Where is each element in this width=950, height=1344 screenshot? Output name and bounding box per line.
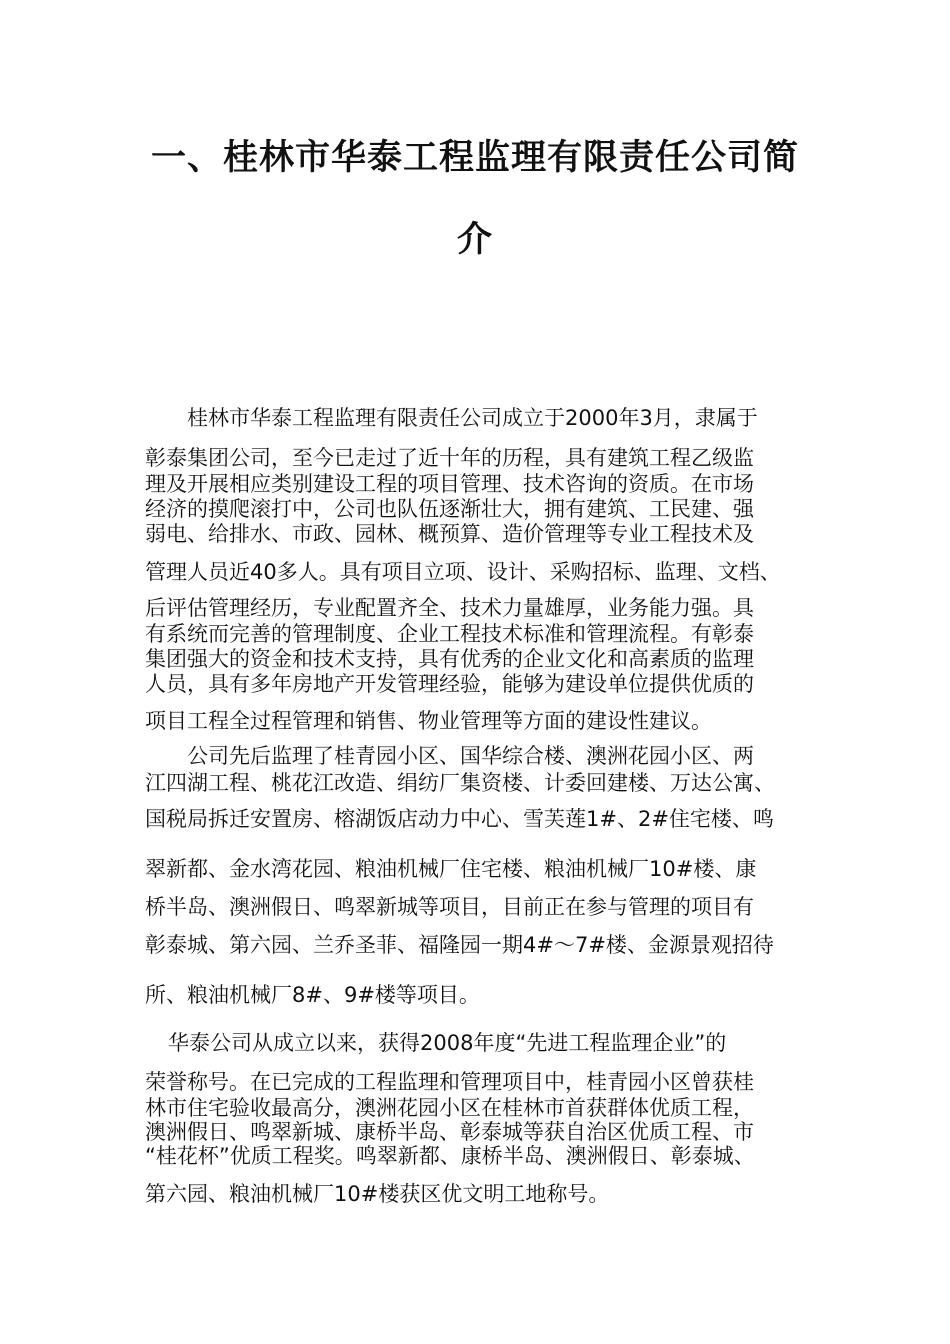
paragraph-1-line: 彰泰集团公司，至今已走过了近十年的历程，具有建筑工程乙级监 xyxy=(145,446,754,470)
paragraph-1-line: 桂林市华泰工程监理有限责任公司成立于2000年3月，隶属于 xyxy=(187,406,758,430)
paragraph-1-line: 项目工程全过程管理和销售、物业管理等方面的建设性建议。 xyxy=(145,709,712,733)
paragraph-1-line: 经济的摸爬滚打中，公司也队伍逐渐壮大，拥有建筑、工民建、强 xyxy=(145,497,754,521)
paragraph-2-line: 江四湖工程、桃花江改造、绢纺厂集资楼、计委回建楼、万达公寓、 xyxy=(145,771,775,795)
paragraph-2-line: 彰泰城、第六园、兰乔圣菲、福隆园一期4#～7#楼、金源景观招待 xyxy=(145,933,774,957)
paragraph-3-line: “桂花杯”优质工程奖。鸣翠新都、康桥半岛、澳洲假日、彰泰城、 xyxy=(145,1144,755,1168)
paragraph-1-line: 人员，具有多年房地产开发管理经验，能够为建设单位提供优质的 xyxy=(145,672,754,696)
paragraph-1-line: 理及开展相应类别建设工程的项目管理、技术咨询的资质。在市场 xyxy=(145,472,754,496)
paragraph-2-line: 桥半岛、澳洲假日、鸣翠新城等项目，目前正在参与管理的项目有 xyxy=(145,895,754,919)
paragraph-2-line: 所、粮油机械厂8#、9#楼等项目。 xyxy=(145,983,480,1007)
paragraph-1-line: 后评估管理经历，专业配置齐全、技术力量雄厚，业务能力强。具 xyxy=(145,596,754,620)
paragraph-3-line: 华泰公司从成立以来，获得2008年度“先进工程监理企业”的 xyxy=(168,1031,727,1055)
document-title-line-1: 一、桂林市华泰工程监理有限责任公司简 xyxy=(150,138,799,178)
paragraph-2-line: 国税局拆迁安置房、榕湖饭店动力中心、雪芙莲1#、2#住宅楼、鸣 xyxy=(145,807,774,831)
paragraph-3-line: 荣誉称号。在已完成的工程监理和管理项目中，桂青园小区曾获桂 xyxy=(145,1070,754,1094)
paragraph-1-line: 集团强大的资金和技术支持，具有优秀的企业文化和高素质的监理 xyxy=(145,647,754,671)
paragraph-1-line: 管理人员近40多人。具有项目立项、设计、采购招标、监理、文档、 xyxy=(145,560,781,584)
paragraph-1-line: 弱电、给排水、市政、园林、概预算、造价管理等专业工程技术及 xyxy=(145,522,754,546)
paragraph-2-line: 公司先后监理了桂青园小区、国华综合楼、澳洲花园小区、两 xyxy=(187,744,754,768)
paragraph-2-line: 翠新都、金水湾花园、粮油机械厂住宅楼、粮油机械厂10#楼、康 xyxy=(145,857,757,881)
paragraph-3-line: 林市住宅验收最高分，澳洲花园小区在桂林市首获群体优质工程， xyxy=(145,1096,754,1120)
paragraph-3-line: 澳洲假日、鸣翠新城、康桥半岛、彰泰城等获自治区优质工程、市 xyxy=(145,1120,754,1144)
document-title-line-2: 介 xyxy=(456,220,493,260)
paragraph-3-line: 第六园、粮油机械厂10#楼获区优文明工地称号。 xyxy=(145,1182,610,1206)
paragraph-1-line: 有系统而完善的管理制度、企业工程技术标准和管理流程。有彰泰 xyxy=(145,622,754,646)
